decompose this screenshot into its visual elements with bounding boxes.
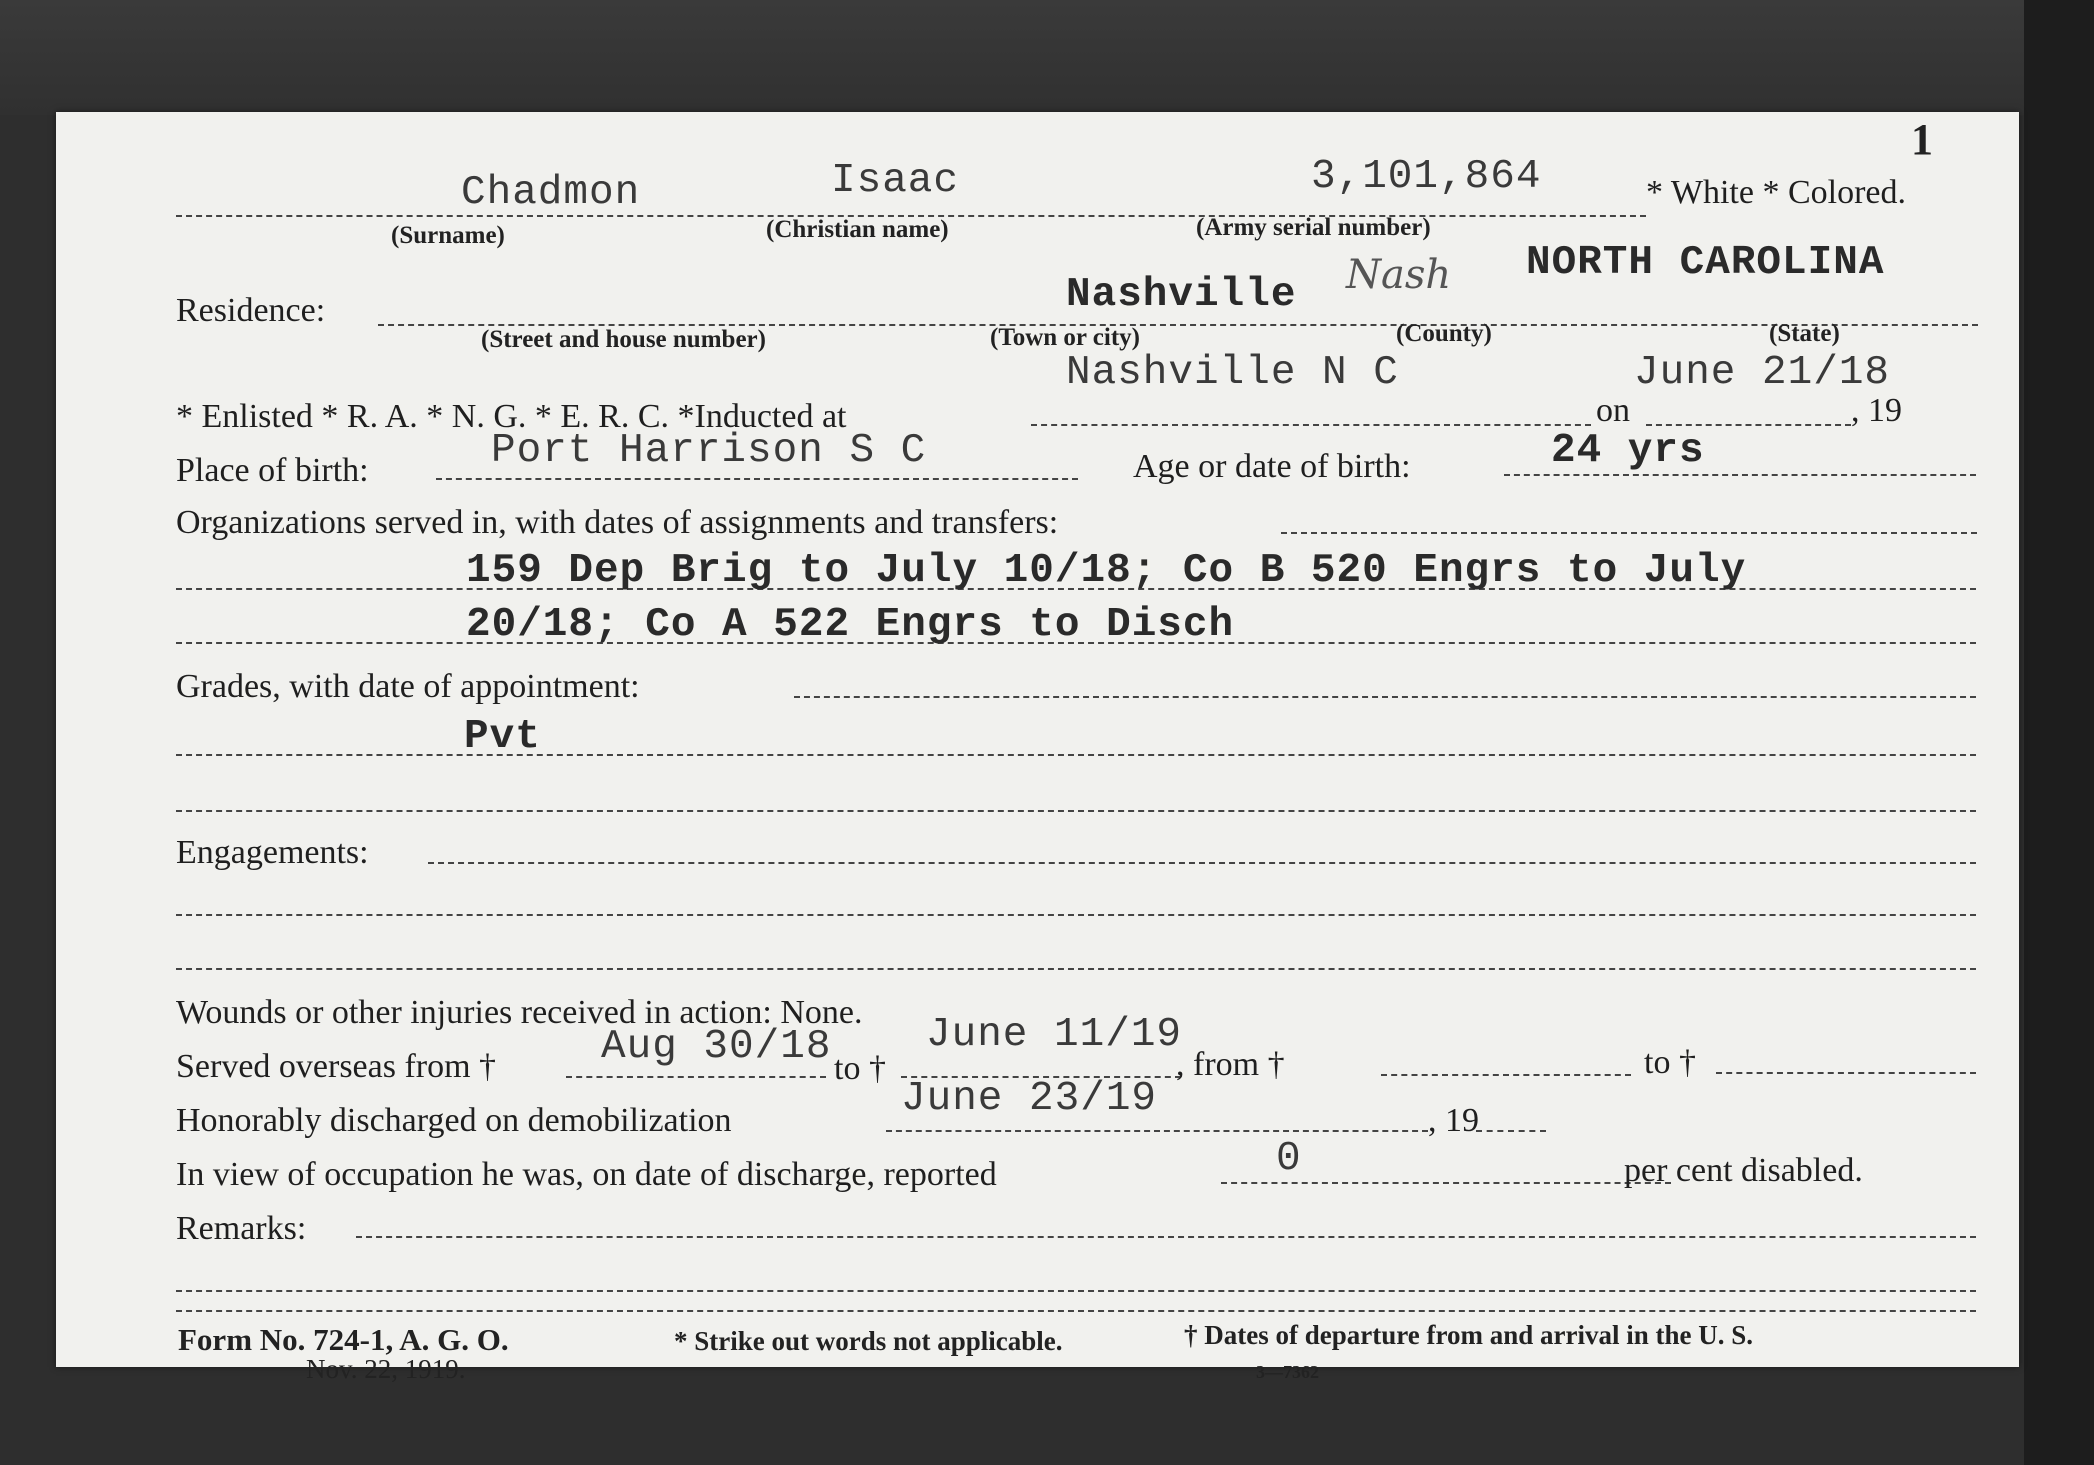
- remarks-line-0: [356, 1236, 1976, 1238]
- residence-state-value: NORTH CAROLINA: [1526, 240, 1885, 286]
- remarks-label: Remarks:: [176, 1210, 307, 1247]
- county-caption: (County): [1396, 320, 1492, 347]
- overseas-to2-label: to †: [1644, 1044, 1696, 1081]
- card-number: 1: [1911, 115, 1933, 164]
- organizations-line-1-value: 159 Dep Brig to July 10/18; Co B 520 Engrs to July: [466, 548, 1747, 594]
- form-date: Nov. 22, 1919.: [306, 1354, 466, 1384]
- discharge-label: Honorably discharged on demobilization: [176, 1102, 732, 1139]
- town-caption: (Town or city): [990, 324, 1140, 351]
- serial-number-value: 3,101,864: [1311, 154, 1542, 200]
- wounds-label: Wounds or other injuries received in action: None.: [176, 994, 863, 1031]
- place-of-birth-line: [436, 478, 1078, 480]
- christian-name-caption: (Christian name): [766, 216, 949, 243]
- service-record-card: [56, 112, 2019, 1384]
- street-caption: (Street and house number): [481, 326, 766, 353]
- engagements-label: Engagements:: [176, 834, 369, 871]
- disability-label: In view of occupation he was, on date of discharge, reported: [176, 1156, 997, 1193]
- dates-note: † Dates of departure from and arrival in the U. S.: [1184, 1320, 1753, 1350]
- induction-label: * Enlisted * R. A. * N. G. * E. R. C. *Inducted at: [176, 398, 847, 435]
- induction-place-line: [1031, 424, 1591, 426]
- age-label: Age or date of birth:: [1133, 448, 1411, 485]
- surname-caption: (Surname): [391, 222, 505, 249]
- overseas-to-label: to †: [834, 1050, 886, 1087]
- engagements-line-2: [176, 968, 1976, 970]
- printer-code: 3—7362: [1256, 1362, 1319, 1382]
- place-of-birth-label: Place of birth:: [176, 452, 369, 489]
- disability-value: 0: [1276, 1136, 1302, 1182]
- grades-value: Pvt: [464, 714, 541, 760]
- disability-line: [1221, 1182, 1671, 1184]
- disability-suffix: per cent disabled.: [1624, 1152, 1863, 1189]
- overseas-from2-line: [1381, 1074, 1631, 1076]
- overseas-from-line: [566, 1076, 826, 1078]
- organizations-line-0: [1281, 532, 1977, 534]
- induction-place-value: Nashville N C: [1066, 350, 1399, 396]
- overseas-from2-label: , from †: [1176, 1046, 1285, 1083]
- engagements-line-1: [176, 914, 1976, 916]
- race-options: * White * Colored.: [1646, 174, 1906, 211]
- residence-label: Residence:: [176, 292, 326, 329]
- induction-on-label: on: [1596, 392, 1630, 429]
- remarks-line-1: [176, 1290, 1976, 1292]
- grades-line-1: [176, 754, 1976, 756]
- age-value: 24 yrs: [1551, 428, 1705, 474]
- discharge-line: [886, 1130, 1428, 1132]
- discharge-date-value: June 23/19: [901, 1076, 1158, 1122]
- organizations-label: Organizations served in, with dates of assignments and transfers:: [176, 504, 1059, 541]
- engagements-line-0: [428, 862, 1976, 864]
- overseas-to-value: June 11/19: [926, 1012, 1183, 1058]
- grades-line-2: [176, 810, 1976, 812]
- organizations-line-2-value: 20/18; Co A 522 Engrs to Disch: [466, 602, 1235, 648]
- grades-line-0: [794, 696, 1976, 698]
- christian-name-value: Isaac: [831, 158, 960, 204]
- residence-town-value: Nashville: [1066, 272, 1297, 318]
- induction-year-suffix: , 19: [1851, 392, 1902, 429]
- induction-date-value: June 21/18: [1634, 350, 1891, 396]
- overseas-from-label: Served overseas from †: [176, 1048, 497, 1085]
- induction-date-line: [1646, 424, 1851, 426]
- strike-note: * Strike out words not applicable.: [674, 1326, 1063, 1356]
- overseas-to2-line: [1716, 1072, 1976, 1074]
- residence-county-value: Nash: [1346, 252, 1452, 298]
- scan-background-top: [0, 0, 2094, 115]
- scan-background-right: [2024, 0, 2094, 1465]
- overseas-from-value: Aug 30/18: [601, 1024, 832, 1070]
- age-line: [1504, 474, 1976, 476]
- grades-label: Grades, with date of appointment:: [176, 668, 640, 705]
- discharge-year-suffix: , 19: [1428, 1102, 1479, 1139]
- serial-number-caption: (Army serial number): [1196, 214, 1431, 241]
- place-of-birth-value: Port Harrison S C: [491, 428, 927, 474]
- state-caption: (State): [1769, 320, 1840, 347]
- remarks-line-2: [176, 1310, 1976, 1312]
- discharge-year-line: [1476, 1130, 1546, 1132]
- surname-value: Chadmon: [461, 170, 641, 216]
- form-number: Form No. 724-1, A. G. O.: [178, 1322, 509, 1357]
